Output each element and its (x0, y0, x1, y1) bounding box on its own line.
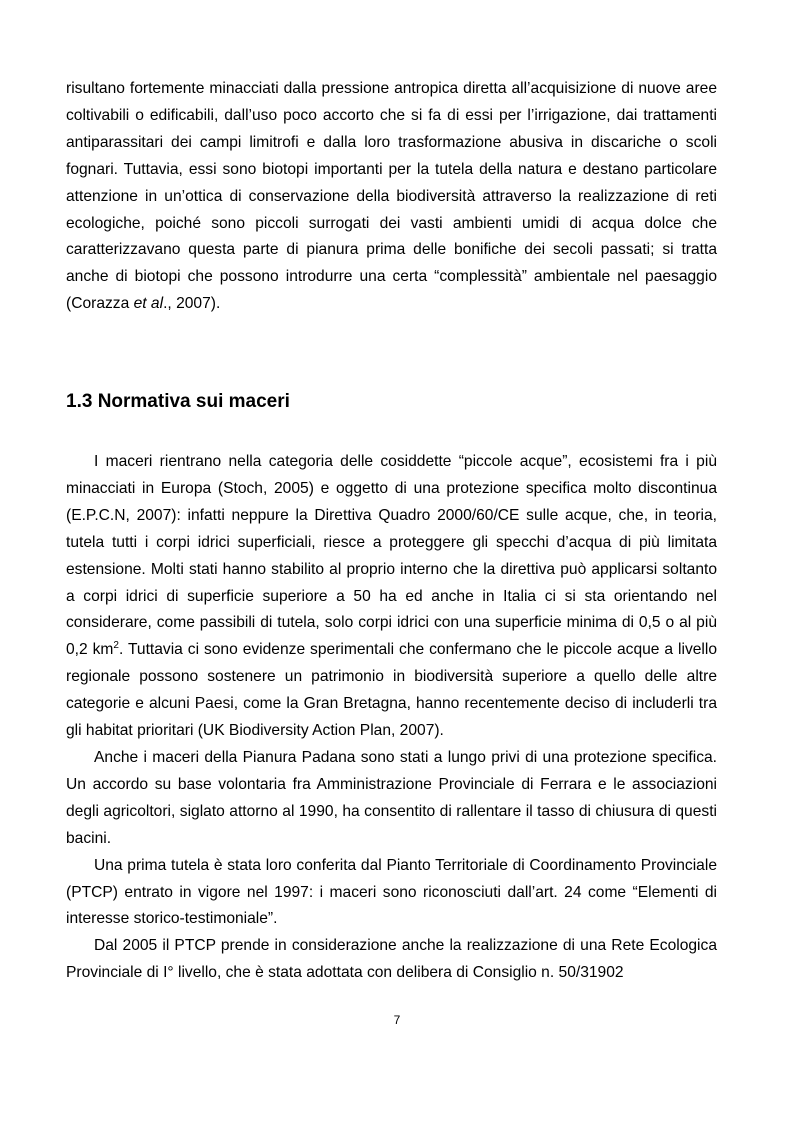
section-paragraph-3: Una prima tutela è stata loro conferita dal Pianto Territoriale di Coordinamento Provinciale (PTCP) entrato in vigore nel 1997: i maceri sono riconosciuti dall’art. 24 come “Elementi di interesse storico-testimoniale”. (66, 856, 717, 928)
paragraph-1-text: I maceri rientrano nella categoria delle cosiddette “piccole acque”, ecosistemi fra i più minacciati in Europa (Stoch, 2005) e oggetto di una protezione specifica molto discontinua (E.P.C.N, 2007): infatti neppure la Direttiva Quadro 2000/60/CE sulle acque, che, in teoria, tutela tutti i corpi idrici superficiali, riesce a proteggere gli specchi d’acqua di più limitata estensione. Molti stati hanno stabilito al proprio interno che la direttiva può applicarsi soltanto a corpi idrici di superficie superiore a 50 ha ed anche in Italia ci si sta orientando nel considerare, come passibili di tutela, solo corpi idrici con una superficie minima di 0,5 o al più 0,2 km (66, 453, 717, 659)
section-body (66, 449, 717, 987)
section-paragraph-2: Anche i maceri della Pianura Padana sono stati a lungo privi di una protezione specifica. Un accordo su base volontaria fra Amministrazione Provinciale di Ferrara e le associazioni degli agricoltori, siglato attorno al 1990, ha consentito di rallentare il tasso di chiusura di questi bacini. (66, 748, 717, 847)
et-al-italic: et al (133, 295, 164, 313)
intro-text: risultano fortemente minacciati dalla pressione antropica diretta all’acquisizione di nuove aree coltivabili o edificabili, dall’uso poco accorto che si fa di essi per l’irrigazione, dai trattamenti antiparassitari dei campi limitrofi e dalla loro trasformazione abusiva in discariche o scoli fognari. Tuttavia, essi sono biotopi importanti per la tutela della natura e destano particolare attenzione in un’ottica di conservazione della biodiversità attraverso la realizzazione di reti ecologiche, poiché sono piccoli surrogati dei vasti ambienti umidi di acqua dolce che caratterizzavano questa parte di pianura prima delle bonifiche dei secoli passati; si tratta anche di biotopi che possono introdurre una certa “complessità” ambientale nel paesaggio (Corazza (66, 80, 717, 313)
section-heading: 1.3 Normativa sui maceri (66, 391, 290, 412)
section-paragraph-4: Dal 2005 il PTCP prende in considerazione anche la realizzazione di una Rete Ecologica Provinciale di I° livello, che è stata adottata con delibera di Consiglio n. 50/31902 (66, 937, 717, 982)
intro-text-end: ., 2007). (163, 295, 221, 313)
superscript: 2 (113, 640, 119, 652)
document-page (66, 76, 718, 982)
section-paragraph-1 (66, 449, 717, 745)
intro-paragraph (66, 76, 717, 318)
paragraph-1-text-end: . Tuttavia ci sono evidenze sperimentali che confermano che le piccole acque a livello regionale possono sostenere un patrimonio in biodiversità superiore a quello delle altre categorie e alcuni Paesi, come la Gran Bretagna, hanno recentemente deciso di includerli tra gli habitat prioritari (UK Biodiversity Action Plan, 2007). (66, 641, 718, 740)
page-number: 7 (393, 1013, 401, 1027)
